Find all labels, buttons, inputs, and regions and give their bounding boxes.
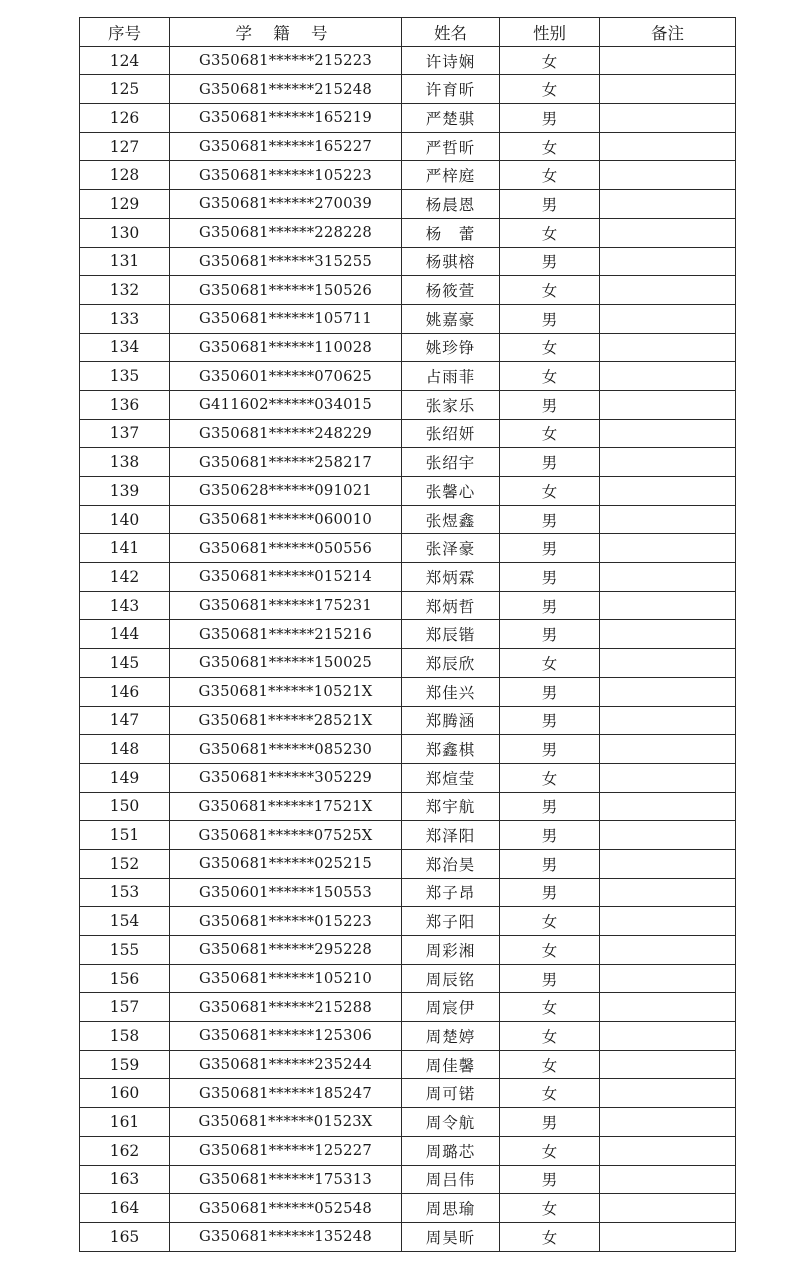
gender-cell: 女	[500, 46, 600, 75]
remarks-cell	[600, 390, 736, 419]
seq-cell: 138	[80, 448, 170, 477]
seq-cell: 153	[80, 878, 170, 907]
remarks-cell	[600, 763, 736, 792]
table-row	[80, 792, 736, 821]
student-id-cell: G350681******105223	[170, 161, 402, 190]
name-cell: 周佳馨	[402, 1050, 500, 1079]
gender-cell: 男	[500, 792, 600, 821]
gender-cell: 女	[500, 1222, 600, 1251]
student-id-cell: G350681******015223	[170, 907, 402, 936]
name-cell: 郑佳兴	[402, 677, 500, 706]
name-cell: 郑子阳	[402, 907, 500, 936]
table-row	[80, 132, 736, 161]
remarks-cell	[600, 591, 736, 620]
name-cell: 张煜鑫	[402, 505, 500, 534]
table-row	[80, 563, 736, 592]
table-row	[80, 505, 736, 534]
remarks-cell	[600, 218, 736, 247]
table-row	[80, 390, 736, 419]
table-row	[80, 362, 736, 391]
remarks-cell	[600, 304, 736, 333]
remarks-cell	[600, 792, 736, 821]
name-cell: 许诗娴	[402, 46, 500, 75]
table-row	[80, 218, 736, 247]
seq-cell: 128	[80, 161, 170, 190]
seq-cell: 140	[80, 505, 170, 534]
gender-cell: 男	[500, 190, 600, 219]
remarks-cell	[600, 362, 736, 391]
name-cell: 杨晨恩	[402, 190, 500, 219]
roster-table	[79, 17, 736, 1252]
gender-cell: 男	[500, 706, 600, 735]
remarks-cell	[600, 878, 736, 907]
student-id-cell: G350681******060010	[170, 505, 402, 534]
student-id-cell: G350681******050556	[170, 534, 402, 563]
remarks-cell	[600, 677, 736, 706]
seq-cell: 143	[80, 591, 170, 620]
gender-cell: 女	[500, 907, 600, 936]
student-id-cell: G350681******248229	[170, 419, 402, 448]
name-cell: 占雨菲	[402, 362, 500, 391]
seq-cell: 130	[80, 218, 170, 247]
seq-cell: 136	[80, 390, 170, 419]
student-id-cell: G350681******07525X	[170, 821, 402, 850]
student-id-cell: G350681******105711	[170, 304, 402, 333]
table-row	[80, 620, 736, 649]
student-id-cell: G350681******215223	[170, 46, 402, 75]
gender-cell: 女	[500, 161, 600, 190]
remarks-cell	[600, 75, 736, 104]
remarks-cell	[600, 936, 736, 965]
remarks-cell	[600, 1222, 736, 1251]
name-cell: 姚珍铮	[402, 333, 500, 362]
gender-cell: 男	[500, 534, 600, 563]
table-row	[80, 247, 736, 276]
seq-cell: 137	[80, 419, 170, 448]
table-row	[80, 161, 736, 190]
remarks-cell	[600, 247, 736, 276]
name-cell: 郑治昊	[402, 849, 500, 878]
name-cell: 郑宇航	[402, 792, 500, 821]
gender-cell: 女	[500, 763, 600, 792]
name-cell: 严哲昕	[402, 132, 500, 161]
seq-cell: 133	[80, 304, 170, 333]
table-row	[80, 104, 736, 133]
remarks-cell	[600, 448, 736, 477]
student-id-cell: G350681******17521X	[170, 792, 402, 821]
gender-cell: 男	[500, 677, 600, 706]
name-cell: 周宸伊	[402, 993, 500, 1022]
student-id-cell: G350681******015214	[170, 563, 402, 592]
seq-cell: 131	[80, 247, 170, 276]
seq-cell: 129	[80, 190, 170, 219]
name-cell: 郑炳霖	[402, 563, 500, 592]
table-row	[80, 534, 736, 563]
gender-cell: 女	[500, 936, 600, 965]
header-gender: 性别	[500, 18, 600, 47]
student-id-cell: G350681******185247	[170, 1079, 402, 1108]
gender-cell: 女	[500, 333, 600, 362]
name-cell: 周璐芯	[402, 1136, 500, 1165]
gender-cell: 女	[500, 1136, 600, 1165]
table-row	[80, 907, 736, 936]
student-id-cell: G350681******270039	[170, 190, 402, 219]
student-id-cell: G350681******165227	[170, 132, 402, 161]
gender-cell: 女	[500, 1079, 600, 1108]
name-cell: 许育昕	[402, 75, 500, 104]
gender-cell: 女	[500, 132, 600, 161]
remarks-cell	[600, 132, 736, 161]
table-row	[80, 763, 736, 792]
name-cell: 周令航	[402, 1108, 500, 1137]
seq-cell: 152	[80, 849, 170, 878]
gender-cell: 男	[500, 735, 600, 764]
remarks-cell	[600, 190, 736, 219]
remarks-cell	[600, 563, 736, 592]
seq-cell: 139	[80, 477, 170, 506]
table-row	[80, 46, 736, 75]
table-row	[80, 448, 736, 477]
header-student-id: 学 籍 号	[170, 18, 402, 47]
name-cell: 杨骐榕	[402, 247, 500, 276]
remarks-cell	[600, 1136, 736, 1165]
table-row	[80, 1050, 736, 1079]
student-id-cell: G350681******215288	[170, 993, 402, 1022]
name-cell: 郑煊莹	[402, 763, 500, 792]
gender-cell: 男	[500, 563, 600, 592]
name-cell: 郑辰欣	[402, 649, 500, 678]
student-id-cell: G411602******034015	[170, 390, 402, 419]
table-row	[80, 964, 736, 993]
student-id-cell: G350681******085230	[170, 735, 402, 764]
student-id-cell: G350681******125227	[170, 1136, 402, 1165]
gender-cell: 女	[500, 1194, 600, 1223]
gender-cell: 女	[500, 1022, 600, 1051]
table-row	[80, 333, 736, 362]
name-cell: 郑腾涵	[402, 706, 500, 735]
student-id-cell: G350681******025215	[170, 849, 402, 878]
name-cell: 周彩湘	[402, 936, 500, 965]
seq-cell: 135	[80, 362, 170, 391]
seq-cell: 134	[80, 333, 170, 362]
name-cell: 周辰铭	[402, 964, 500, 993]
table-row	[80, 1079, 736, 1108]
seq-cell: 125	[80, 75, 170, 104]
name-cell: 杨 蕾	[402, 218, 500, 247]
seq-cell: 142	[80, 563, 170, 592]
name-cell: 郑子昂	[402, 878, 500, 907]
table-row	[80, 276, 736, 305]
name-cell: 严梓庭	[402, 161, 500, 190]
name-cell: 姚嘉豪	[402, 304, 500, 333]
remarks-cell	[600, 849, 736, 878]
gender-cell: 男	[500, 1108, 600, 1137]
table-row	[80, 1165, 736, 1194]
remarks-cell	[600, 620, 736, 649]
seq-cell: 151	[80, 821, 170, 850]
remarks-cell	[600, 46, 736, 75]
remarks-cell	[600, 104, 736, 133]
student-id-cell: G350681******150025	[170, 649, 402, 678]
gender-cell: 女	[500, 477, 600, 506]
student-id-cell: G350681******01523X	[170, 1108, 402, 1137]
roster-body	[80, 46, 736, 1251]
student-id-cell: G350601******070625	[170, 362, 402, 391]
gender-cell: 男	[500, 849, 600, 878]
remarks-cell	[600, 1194, 736, 1223]
name-cell: 张泽豪	[402, 534, 500, 563]
table-row	[80, 304, 736, 333]
seq-cell: 144	[80, 620, 170, 649]
student-id-cell: G350681******235244	[170, 1050, 402, 1079]
student-id-cell: G350681******215248	[170, 75, 402, 104]
table-row	[80, 936, 736, 965]
seq-cell: 146	[80, 677, 170, 706]
name-cell: 周吕伟	[402, 1165, 500, 1194]
remarks-cell	[600, 907, 736, 936]
header-remarks: 备注	[600, 18, 736, 47]
gender-cell: 女	[500, 362, 600, 391]
gender-cell: 女	[500, 419, 600, 448]
seq-cell: 163	[80, 1165, 170, 1194]
remarks-cell	[600, 1165, 736, 1194]
gender-cell: 男	[500, 390, 600, 419]
gender-cell: 女	[500, 218, 600, 247]
student-id-cell: G350681******228228	[170, 218, 402, 247]
name-cell: 郑鑫棋	[402, 735, 500, 764]
gender-cell: 男	[500, 878, 600, 907]
name-cell: 杨筱萱	[402, 276, 500, 305]
seq-cell: 124	[80, 46, 170, 75]
gender-cell: 男	[500, 964, 600, 993]
student-id-cell: G350681******215216	[170, 620, 402, 649]
remarks-cell	[600, 1022, 736, 1051]
gender-cell: 男	[500, 821, 600, 850]
header-name: 姓名	[402, 18, 500, 47]
student-id-cell: G350681******052548	[170, 1194, 402, 1223]
student-id-cell: G350681******10521X	[170, 677, 402, 706]
student-id-cell: G350681******105210	[170, 964, 402, 993]
remarks-cell	[600, 706, 736, 735]
seq-cell: 127	[80, 132, 170, 161]
seq-cell: 161	[80, 1108, 170, 1137]
student-id-cell: G350628******091021	[170, 477, 402, 506]
remarks-cell	[600, 276, 736, 305]
seq-cell: 141	[80, 534, 170, 563]
seq-cell: 160	[80, 1079, 170, 1108]
gender-cell: 男	[500, 1165, 600, 1194]
table-row	[80, 706, 736, 735]
student-id-cell: G350681******175231	[170, 591, 402, 620]
student-id-cell: G350681******28521X	[170, 706, 402, 735]
gender-cell: 男	[500, 104, 600, 133]
remarks-cell	[600, 821, 736, 850]
table-row	[80, 849, 736, 878]
table-row	[80, 1136, 736, 1165]
name-cell: 周楚婷	[402, 1022, 500, 1051]
student-id-cell: G350681******150526	[170, 276, 402, 305]
student-id-cell: G350681******258217	[170, 448, 402, 477]
gender-cell: 女	[500, 276, 600, 305]
remarks-cell	[600, 477, 736, 506]
table-row	[80, 993, 736, 1022]
remarks-cell	[600, 649, 736, 678]
name-cell: 郑炳哲	[402, 591, 500, 620]
seq-cell: 148	[80, 735, 170, 764]
remarks-cell	[600, 534, 736, 563]
gender-cell: 男	[500, 620, 600, 649]
remarks-cell	[600, 993, 736, 1022]
table-row	[80, 477, 736, 506]
table-row	[80, 1194, 736, 1223]
remarks-cell	[600, 161, 736, 190]
seq-cell: 158	[80, 1022, 170, 1051]
seq-cell: 149	[80, 763, 170, 792]
table-row	[80, 591, 736, 620]
name-cell: 周思瑜	[402, 1194, 500, 1223]
gender-cell: 女	[500, 649, 600, 678]
table-row	[80, 419, 736, 448]
remarks-cell	[600, 964, 736, 993]
table-row	[80, 649, 736, 678]
remarks-cell	[600, 419, 736, 448]
name-cell: 周昊昕	[402, 1222, 500, 1251]
name-cell: 周可锘	[402, 1079, 500, 1108]
seq-cell: 159	[80, 1050, 170, 1079]
name-cell: 张绍妍	[402, 419, 500, 448]
seq-cell: 165	[80, 1222, 170, 1251]
table-row	[80, 821, 736, 850]
gender-cell: 男	[500, 247, 600, 276]
student-id-cell: G350681******165219	[170, 104, 402, 133]
gender-cell: 男	[500, 505, 600, 534]
header-row	[80, 18, 736, 47]
student-id-cell: G350681******315255	[170, 247, 402, 276]
student-id-cell: G350681******295228	[170, 936, 402, 965]
seq-cell: 126	[80, 104, 170, 133]
table-row	[80, 677, 736, 706]
remarks-cell	[600, 333, 736, 362]
seq-cell: 132	[80, 276, 170, 305]
student-id-cell: G350681******135248	[170, 1222, 402, 1251]
seq-cell: 145	[80, 649, 170, 678]
student-roster	[79, 17, 736, 1252]
student-id-cell: G350681******175313	[170, 1165, 402, 1194]
name-cell: 郑辰锴	[402, 620, 500, 649]
seq-cell: 155	[80, 936, 170, 965]
table-row	[80, 1022, 736, 1051]
seq-cell: 150	[80, 792, 170, 821]
table-row	[80, 190, 736, 219]
student-id-cell: G350601******150553	[170, 878, 402, 907]
table-row	[80, 735, 736, 764]
remarks-cell	[600, 1108, 736, 1137]
student-id-cell: G350681******305229	[170, 763, 402, 792]
header-seq: 序号	[80, 18, 170, 47]
seq-cell: 147	[80, 706, 170, 735]
table-row	[80, 1108, 736, 1137]
table-row	[80, 1222, 736, 1251]
seq-cell: 157	[80, 993, 170, 1022]
name-cell: 严楚骐	[402, 104, 500, 133]
name-cell: 张绍宇	[402, 448, 500, 477]
seq-cell: 162	[80, 1136, 170, 1165]
gender-cell: 女	[500, 75, 600, 104]
gender-cell: 男	[500, 448, 600, 477]
student-id-cell: G350681******125306	[170, 1022, 402, 1051]
remarks-cell	[600, 1079, 736, 1108]
seq-cell: 156	[80, 964, 170, 993]
gender-cell: 男	[500, 304, 600, 333]
name-cell: 张馨心	[402, 477, 500, 506]
name-cell: 张家乐	[402, 390, 500, 419]
gender-cell: 男	[500, 591, 600, 620]
remarks-cell	[600, 505, 736, 534]
remarks-cell	[600, 1050, 736, 1079]
seq-cell: 164	[80, 1194, 170, 1223]
student-id-cell: G350681******110028	[170, 333, 402, 362]
name-cell: 郑泽阳	[402, 821, 500, 850]
table-row	[80, 878, 736, 907]
table-row	[80, 75, 736, 104]
gender-cell: 女	[500, 993, 600, 1022]
seq-cell: 154	[80, 907, 170, 936]
remarks-cell	[600, 735, 736, 764]
gender-cell: 女	[500, 1050, 600, 1079]
